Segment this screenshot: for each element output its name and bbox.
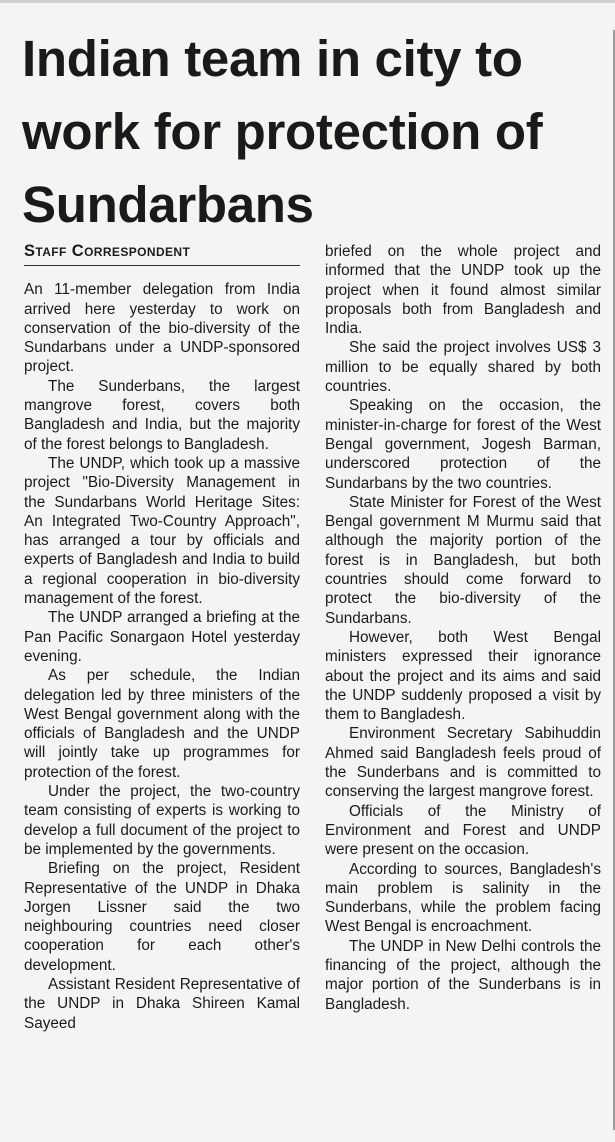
- paragraph: As per schedule, the Indian delegation led by three ministers of the West Bengal government along with the officials of Bangladesh and the UNDP will jointly take up programmes for protection of the forest.: [24, 667, 300, 781]
- left-column: [24, 242, 300, 1033]
- paragraph: Under the project, the two-country team consisting of experts is working to develop a full document of the project to be implemented by the governments.: [24, 783, 300, 858]
- paragraph: Environment Secretary Sabihuddin Ahmed said Bangladesh feels proud of the Sunderbans and is committed to conserving the largest mangrove forest.: [325, 725, 601, 801]
- paragraph: However, both West Bengal ministers expressed their ignorance about the project and its aims and said the UNDP suddenly proposed a visit by them to Bangladesh.: [325, 628, 601, 724]
- paragraph: briefed on the whole project and informed that the UNDP took up the project when it found almost similar proposals both from Bangladesh and India.: [325, 243, 601, 338]
- paragraph: The UNDP arranged a briefing at the Pan Pacific Sonargaon Hotel yesterday evening.: [24, 609, 300, 665]
- top-border: [0, 0, 615, 3]
- headline: Indian team in city to work for protection of Sundarbans: [22, 30, 543, 233]
- paragraph: Speaking on the occasion, the minister-in-charge for forest of the West Bengal government, Jogesh Barman, underscored protection of the Sundarbans by the two countries.: [325, 397, 601, 492]
- paragraph: State Minister for Forest of the West Bengal government M Murmu said that although the majority portion of the forest is in Bangladesh, but both countries should come forward to protect the bio-diversity of the Sundarbans.: [325, 493, 601, 627]
- article-body: [24, 242, 601, 1132]
- paragraph: Officials of the Ministry of Environment and Forest and UNDP were present on the occasion.: [325, 802, 601, 859]
- right-column: [325, 242, 601, 1014]
- paragraph: Assistant Resident Representative of the UNDP in Dhaka Shireen Kamal Sayeed: [24, 975, 300, 1032]
- paragraph: Briefing on the project, Resident Representative of the UNDP in Dhaka Jorgen Lissner said the two neighbouring countries need closer cooperation for each other's development.: [24, 860, 300, 974]
- paragraph: She said the project involves US$ 3 million to be equally shared by both countries.: [325, 339, 601, 396]
- paragraph: The UNDP, which took up a massive project "Bio-Diversity Management in the Sundarbans World Heritage Sites: An Integrated Two-Country Approach", has arranged a tour by officials and experts of Bangladesh and India to build a regional cooperation in bio-diversity management of the forest.: [24, 454, 300, 608]
- paragraph: An 11-member delegation from India arrived here yesterday to work on conservation of the bio-diversity of the Sundarbans under a UNDP-sponsored project.: [24, 281, 300, 376]
- paragraph: According to sources, Bangladesh's main problem is salinity in the Sunderbans, while the problem facing West Bengal is encroachment.: [325, 860, 601, 936]
- paragraph: The Sunderbans, the largest mangrove forest, covers both Bangladesh and India, but the majority of the forest belongs to Bangladesh.: [24, 377, 300, 453]
- paragraph: The UNDP in New Delhi controls the financing of the project, although the major portion of the Sunderbans is in Bangladesh.: [325, 937, 601, 1013]
- byline: Staff Correspondent: [24, 242, 300, 266]
